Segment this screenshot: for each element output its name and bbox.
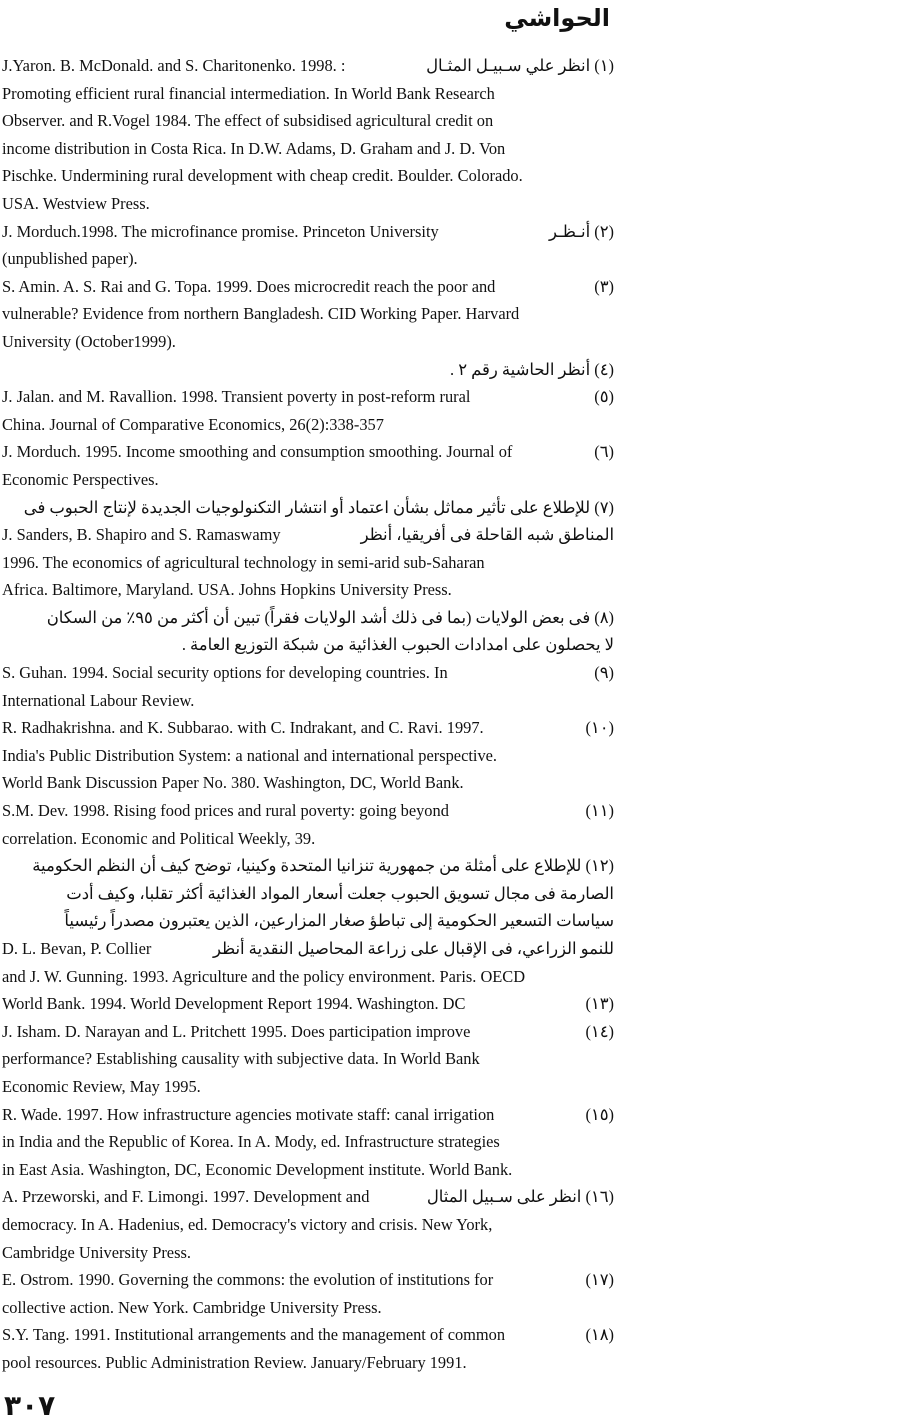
note-marker-arabic: (١٤) <box>585 1021 614 1041</box>
arabic-note-line: (٤) أنظر الحاشية رقم ٢ . <box>450 359 614 379</box>
arabic-note-line: سياسات التسعير الحكومية إلى تباطؤ صغار المزارعين، الذين يعتبرون مصدراً رئيسياً <box>64 911 614 931</box>
citation-continuation: democracy. In A. Hadenius, ed. Democracy's victory and crisis. New York, <box>2 1214 493 1234</box>
citation-continuation: Pischke. Undermining rural development with cheap credit. Boulder. Colorado. <box>2 166 523 186</box>
footnote-line <box>2 714 614 742</box>
citation-continuation: Economic Perspectives. <box>2 469 159 489</box>
citation-continuation: (unpublished paper). <box>2 249 138 269</box>
citation-continuation: University (October1999). <box>2 331 176 351</box>
citation-text: J. Morduch.1998. The microfinance promise. Princeton University <box>2 221 439 241</box>
footnote-line <box>2 659 614 687</box>
citation-text: R. Radhakrishna. and K. Subbarao. with C. Indrakant, and C. Ravi. 1997. <box>2 718 484 738</box>
citation-text: S.Y. Tang. 1991. Institutional arrangements and the management of common <box>2 1325 506 1345</box>
note-marker-arabic: (١) انظر علي سـبيـل المثـال <box>426 56 614 75</box>
citation-continuation: in India and the Republic of Korea. In A. Mody, ed. Infrastructure strategies <box>2 1132 500 1152</box>
note-marker-arabic: (٦) <box>594 442 614 462</box>
citation-continuation: India's Public Distribution System: a national and international perspective. <box>2 745 498 765</box>
footnote-line <box>2 383 614 411</box>
citation-text: J. Sanders, B. Shapiro and S. Ramaswamy <box>2 525 281 545</box>
footnotes-list <box>2 52 614 1377</box>
arabic-note-line: (٧) للإطلاع على تأثير مماثل بشأن اعتماد أو انتشار التكنولوجيات الجديدة لإنتاج الحبوب فى <box>23 497 614 517</box>
citation-continuation: vulnerable? Evidence from northern Bangladesh. CID Working Paper. Harvard <box>2 304 520 324</box>
arabic-note-line: (٨) فى بعض الولايات (بما فى ذلك أشد الولايات فقراً) تبين أن أكثر من ٩٥٪ من السكان <box>46 607 614 627</box>
citation-continuation: World Bank Discussion Paper No. 380. Washington, DC, World Bank. <box>2 773 464 793</box>
note-marker-arabic: (٩) <box>594 663 614 683</box>
footnote-line <box>2 52 614 80</box>
citation-text: D. L. Bevan, P. Collier <box>2 939 152 958</box>
citation-text: S.M. Dev. 1998. Rising food prices and rural poverty: going beyond <box>2 801 449 821</box>
footnote-line <box>2 218 614 246</box>
citation-continuation: performance? Establishing causality with subjective data. In World Bank <box>2 1049 480 1069</box>
citation-continuation: in East Asia. Washington, DC, Economic Development institute. World Bank. <box>2 1159 513 1179</box>
citation-continuation: collective action. New York. Cambridge University Press. <box>2 1297 382 1317</box>
citation-text: A. Przeworski, and F. Limongi. 1997. Development and <box>2 1187 370 1207</box>
citation-text: S. Guhan. 1994. Social security options for developing countries. In <box>2 663 448 683</box>
footnote-line <box>2 1101 614 1129</box>
citation-continuation: and J. W. Gunning. 1993. Agriculture and the policy environment. Paris. OECD <box>2 966 526 986</box>
citation-continuation: Economic Review, May 1995. <box>2 1076 201 1096</box>
note-marker-arabic: (٢) أنـظـر <box>548 221 614 241</box>
note-marker-arabic: (١٠) <box>585 718 614 738</box>
footnote-line <box>2 990 614 1018</box>
citation-continuation: correlation. Economic and Political Weekly, 39. <box>2 828 316 848</box>
footnote-line <box>2 935 614 963</box>
footnote-line <box>2 273 614 301</box>
citation-text: J.Yaron. B. McDonald. and S. Charitonenko. 1998. : <box>2 56 346 75</box>
note-marker-arabic: (١٨) <box>585 1325 614 1345</box>
footnote-line <box>2 1018 614 1046</box>
citation-text: R. Wade. 1997. How infrastructure agencies motivate staff: canal irrigation <box>2 1104 495 1124</box>
citation-continuation: USA. Westview Press. <box>2 193 150 213</box>
arabic-note-line: (١٢) للإطلاع على أمثلة من جمهورية تنزانيا المتحدة وكينيا، توضح كيف أن النظم الحكومية <box>32 856 614 876</box>
citation-text: J. Morduch. 1995. Income smoothing and consumption smoothing. Journal of <box>2 442 513 462</box>
footnote-line <box>2 1183 614 1211</box>
page-title: الحواشي <box>504 4 610 32</box>
note-marker-arabic: للنمو الزراعي، فى الإقبال على زراعة المحاصيل النقدية أنظر <box>212 939 614 958</box>
citation-continuation: Promoting efficient rural financial intermediation. In World Bank Research <box>2 83 495 103</box>
arabic-note-line: الصارمة فى مجال تسويق الحبوب جعلت أسعار المواد الغذائية أكثر تقلبا، وكيف أدت <box>66 883 614 903</box>
arabic-note-line: لا يحصلون على امدادات الحبوب الغذائية من شبكة التوزيع العامة . <box>181 635 614 655</box>
note-marker-arabic: (١٦) انظر على سـبيل المثال <box>426 1187 614 1207</box>
footnote-line <box>2 1266 614 1294</box>
footnote-line <box>2 438 614 466</box>
note-marker-arabic: (٣) <box>594 276 614 296</box>
citation-continuation: International Labour Review. <box>2 690 195 710</box>
citation-continuation: Observer. and R.Vogel 1984. The effect of subsidised agricultural credit on <box>2 111 494 131</box>
note-marker-arabic: (١٣) <box>585 994 614 1014</box>
citation-continuation: pool resources. Public Administration Review. January/February 1991. <box>2 1352 467 1372</box>
citation-continuation: Africa. Baltimore, Maryland. USA. Johns Hopkins University Press. <box>2 580 452 600</box>
citation-text: E. Ostrom. 1990. Governing the commons: the evolution of institutions for <box>2 1270 494 1290</box>
citation-continuation: income distribution in Costa Rica. In D.W. Adams, D. Graham and J. D. Von <box>2 138 506 158</box>
page-number: ٣٠٧ <box>4 1389 56 1422</box>
citation-text: J. Jalan. and M. Ravallion. 1998. Transient poverty in post-reform rural <box>2 387 471 407</box>
footnote-line <box>2 521 614 549</box>
note-marker-arabic: المناطق شبه القاحلة فى أفريقيا، أنظر <box>360 525 614 545</box>
citation-continuation: China. Journal of Comparative Economics, 26(2):338-357 <box>2 414 384 434</box>
citation-continuation: 1996. The economics of agricultural technology in semi-arid sub-Saharan <box>2 552 485 572</box>
citation-text: S. Amin. A. S. Rai and G. Topa. 1999. Does microcredit reach the poor and <box>2 276 496 296</box>
note-marker-arabic: (١٥) <box>585 1104 614 1124</box>
citation-continuation: Cambridge University Press. <box>2 1242 191 1262</box>
note-marker-arabic: (١٧) <box>585 1270 614 1290</box>
citation-text: J. Isham. D. Narayan and L. Pritchett 1995. Does participation improve <box>2 1021 471 1041</box>
note-marker-arabic: (١١) <box>585 801 614 821</box>
citation-text: World Bank. 1994. World Development Report 1994. Washington. DC <box>2 994 466 1014</box>
footnote-line <box>2 797 614 825</box>
note-marker-arabic: (٥) <box>594 387 614 407</box>
footnote-line <box>2 1321 614 1349</box>
